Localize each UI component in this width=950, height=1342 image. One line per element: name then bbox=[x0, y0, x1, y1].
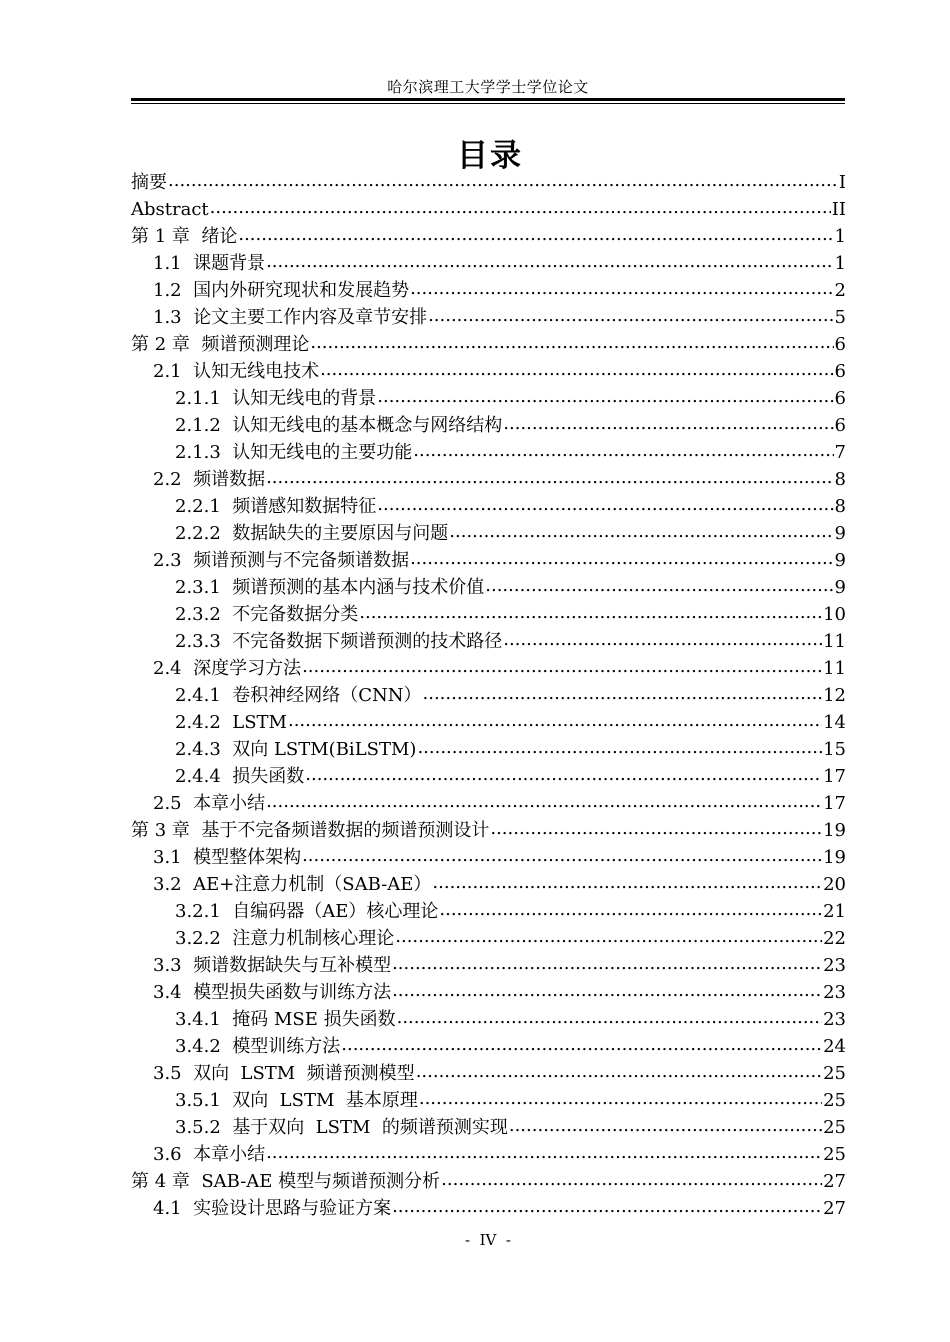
toc-entry[interactable] bbox=[131, 1060, 846, 1087]
toc-entry-title: 第 1 章 绪论 bbox=[131, 226, 238, 247]
toc-entry[interactable] bbox=[131, 439, 846, 466]
running-header: 哈尔滨理工大学学士学位论文 bbox=[387, 78, 589, 96]
toc-dot-leader bbox=[392, 979, 822, 1006]
toc-entry-page: 6 bbox=[834, 388, 846, 409]
toc-dot-leader bbox=[320, 358, 833, 385]
toc-dot-leader bbox=[395, 925, 822, 952]
toc-entry-page: 6 bbox=[834, 361, 846, 382]
toc-dot-leader bbox=[210, 196, 831, 223]
toc-entry-title: 第 4 章 SAB-AE 模型与频谱预测分析 bbox=[131, 1171, 441, 1192]
toc-entry-title: 2.3.3 不完备数据下频谱预测的技术路径 bbox=[175, 631, 503, 652]
toc-entry[interactable] bbox=[131, 871, 846, 898]
toc-entry-title: 2.2 频谱数据 bbox=[153, 469, 266, 490]
toc-dot-leader bbox=[266, 250, 833, 277]
toc-entry[interactable] bbox=[131, 925, 846, 952]
toc-entry[interactable] bbox=[131, 520, 846, 547]
toc-entry[interactable] bbox=[131, 1141, 846, 1168]
toc-entry[interactable] bbox=[131, 817, 846, 844]
toc-entry-page: 9 bbox=[834, 523, 846, 544]
toc-entry[interactable] bbox=[131, 1033, 846, 1060]
toc-entry-page: 8 bbox=[834, 496, 846, 517]
toc-entry-page: 7 bbox=[834, 442, 846, 463]
toc-entry-title: 2.5 本章小结 bbox=[153, 793, 266, 814]
toc-entry[interactable] bbox=[131, 601, 846, 628]
toc-dot-leader bbox=[432, 871, 822, 898]
toc-entry-title: 摘要 bbox=[131, 172, 167, 193]
toc-entry[interactable] bbox=[131, 196, 846, 223]
toc-entry-page: 17 bbox=[823, 793, 846, 814]
toc-entry-page: 23 bbox=[823, 955, 846, 976]
toc-entry-page: 25 bbox=[823, 1144, 846, 1165]
toc-dot-leader bbox=[266, 466, 833, 493]
toc-dot-leader bbox=[266, 1141, 822, 1168]
toc-entry-page: 8 bbox=[834, 469, 846, 490]
toc-entry-page: 12 bbox=[823, 685, 846, 706]
toc-dot-leader bbox=[449, 520, 833, 547]
header-rule-thin bbox=[131, 103, 845, 104]
toc-dot-leader bbox=[397, 1006, 823, 1033]
toc-dot-leader bbox=[419, 1087, 822, 1114]
toc-entry[interactable] bbox=[131, 1006, 846, 1033]
toc-entry-page: 27 bbox=[823, 1198, 846, 1219]
toc-entry-page: 1 bbox=[834, 253, 846, 274]
toc-entry-title: Abstract bbox=[131, 199, 209, 220]
toc-entry-title: 2.2.1 频谱感知数据特征 bbox=[175, 496, 377, 517]
toc-entry-page: 17 bbox=[823, 766, 846, 787]
toc-entry-title: 2.1.2 认知无线电的基本概念与网络结构 bbox=[175, 415, 503, 436]
toc-entry-page: 25 bbox=[823, 1063, 846, 1084]
toc-dot-leader bbox=[423, 682, 823, 709]
toc-entry-title: 第 3 章 基于不完备频谱数据的频谱预测设计 bbox=[131, 820, 490, 841]
page-number: - IV - bbox=[465, 1231, 511, 1249]
toc-dot-leader bbox=[377, 493, 833, 520]
toc-entry-title: 2.1 认知无线电技术 bbox=[153, 361, 320, 382]
toc-entry[interactable] bbox=[131, 790, 846, 817]
toc-entry[interactable] bbox=[131, 655, 846, 682]
toc-dot-leader bbox=[302, 655, 822, 682]
toc-entry-page: 2 bbox=[834, 280, 846, 301]
toc-entry[interactable] bbox=[131, 412, 846, 439]
toc-entry[interactable] bbox=[131, 1114, 846, 1141]
toc-entry-title: 3.5.1 双向 LSTM 基本原理 bbox=[175, 1090, 418, 1111]
toc-entry-title: 2.4.2 LSTM bbox=[175, 712, 287, 733]
toc-entry[interactable] bbox=[131, 358, 846, 385]
toc-entry-title: 2.3.2 不完备数据分类 bbox=[175, 604, 359, 625]
toc-entry[interactable] bbox=[131, 277, 846, 304]
toc-entry-title: 4.1 实验设计思路与验证方案 bbox=[153, 1198, 392, 1219]
toc-entry[interactable] bbox=[131, 1087, 846, 1114]
toc-entry[interactable] bbox=[131, 682, 846, 709]
toc-entry-title: 2.4.3 双向 LSTM(BiLSTM) bbox=[175, 739, 417, 760]
toc-entry[interactable] bbox=[131, 385, 846, 412]
toc-dot-leader bbox=[410, 277, 833, 304]
toc-dot-leader bbox=[441, 1168, 822, 1195]
toc-entry[interactable] bbox=[131, 466, 846, 493]
toc-entry-title: 3.1 模型整体架构 bbox=[153, 847, 302, 868]
toc-entry-page: 25 bbox=[823, 1117, 846, 1138]
toc-entry-page: 23 bbox=[823, 1009, 846, 1030]
toc-dot-leader bbox=[485, 574, 833, 601]
toc-entry-title: 1.2 国内外研究现状和发展趋势 bbox=[153, 280, 410, 301]
toc-entry[interactable] bbox=[131, 979, 846, 1006]
toc-entry-title: 3.5.2 基于双向 LSTM 的频谱预测实现 bbox=[175, 1117, 508, 1138]
toc-entry[interactable] bbox=[131, 844, 846, 871]
toc-dot-leader bbox=[490, 817, 822, 844]
toc-entry[interactable] bbox=[131, 223, 846, 250]
toc-entry-page: 9 bbox=[834, 550, 846, 571]
toc-entry[interactable] bbox=[131, 574, 846, 601]
toc-dot-leader bbox=[392, 1195, 822, 1222]
toc-entry-page: 10 bbox=[823, 604, 846, 625]
toc-entry-page: I bbox=[838, 172, 846, 193]
toc-entry-page: 19 bbox=[823, 847, 846, 868]
toc-entry-title: 2.4 深度学习方法 bbox=[153, 658, 302, 679]
toc-entry-page: 21 bbox=[823, 901, 846, 922]
toc-entry-page: 15 bbox=[823, 739, 846, 760]
toc-entry-page: 11 bbox=[823, 658, 846, 679]
toc-dot-leader bbox=[238, 223, 833, 250]
toc-entry[interactable] bbox=[131, 628, 846, 655]
toc-entry[interactable] bbox=[131, 898, 846, 925]
toc-entry-page: II bbox=[831, 199, 846, 220]
toc-dot-leader bbox=[413, 439, 833, 466]
toc-dot-leader bbox=[417, 736, 822, 763]
toc-entry-page: 11 bbox=[823, 631, 846, 652]
toc-entry-page: 20 bbox=[823, 874, 846, 895]
header-rule-thick bbox=[131, 98, 845, 101]
toc-entry-page: 22 bbox=[823, 928, 846, 949]
toc-dot-leader bbox=[302, 844, 822, 871]
table-of-contents bbox=[131, 169, 846, 1222]
toc-entry-title: 1.1 课题背景 bbox=[153, 253, 266, 274]
toc-dot-leader bbox=[410, 547, 833, 574]
toc-dot-leader bbox=[168, 169, 838, 196]
toc-entry-title: 3.2.1 自编码器（AE）核心理论 bbox=[175, 901, 439, 922]
toc-dot-leader bbox=[288, 709, 822, 736]
toc-entry-title: 3.5 双向 LSTM 频谱预测模型 bbox=[153, 1063, 415, 1084]
toc-entry-title: 3.3 频谱数据缺失与互补模型 bbox=[153, 955, 392, 976]
toc-entry[interactable] bbox=[131, 952, 846, 979]
toc-entry-page: 5 bbox=[834, 307, 846, 328]
toc-entry[interactable] bbox=[131, 493, 846, 520]
toc-entry-title: 2.3.1 频谱预测的基本内涵与技术价值 bbox=[175, 577, 485, 598]
toc-entry-title: 3.2 AE+注意力机制（SAB-AE） bbox=[153, 874, 432, 895]
toc-dot-leader bbox=[305, 763, 822, 790]
toc-entry[interactable] bbox=[131, 304, 846, 331]
toc-entry-title: 3.4.2 模型训练方法 bbox=[175, 1036, 341, 1057]
toc-entry-title: 2.3 频谱预测与不完备频谱数据 bbox=[153, 550, 410, 571]
toc-entry-page: 6 bbox=[834, 334, 846, 355]
toc-dot-leader bbox=[503, 412, 833, 439]
toc-entry-title: 2.4.4 损失函数 bbox=[175, 766, 305, 787]
toc-entry-title: 3.6 本章小结 bbox=[153, 1144, 266, 1165]
toc-dot-leader bbox=[266, 790, 822, 817]
toc-entry[interactable] bbox=[131, 1168, 846, 1195]
toc-entry-title: 1.3 论文主要工作内容及章节安排 bbox=[153, 307, 428, 328]
toc-dot-leader bbox=[428, 304, 833, 331]
toc-entry-title: 2.1.1 认知无线电的背景 bbox=[175, 388, 377, 409]
toc-entry-page: 24 bbox=[823, 1036, 846, 1057]
toc-entry-page: 6 bbox=[834, 415, 846, 436]
toc-entry-title: 2.1.3 认知无线电的主要功能 bbox=[175, 442, 413, 463]
toc-dot-leader bbox=[416, 1060, 822, 1087]
toc-entry[interactable] bbox=[131, 1195, 846, 1222]
toc-entry[interactable] bbox=[131, 547, 846, 574]
toc-entry-page: 1 bbox=[834, 226, 846, 247]
toc-entry[interactable] bbox=[131, 763, 846, 790]
toc-dot-leader bbox=[359, 601, 822, 628]
toc-entry[interactable] bbox=[131, 736, 846, 763]
toc-dot-leader bbox=[503, 628, 822, 655]
toc-entry-title: 2.2.2 数据缺失的主要原因与问题 bbox=[175, 523, 449, 544]
toc-entry-title: 3.2.2 注意力机制核心理论 bbox=[175, 928, 395, 949]
toc-dot-leader bbox=[377, 385, 833, 412]
toc-entry-page: 14 bbox=[823, 712, 846, 733]
toc-entry-title: 3.4.1 掩码 MSE 损失函数 bbox=[175, 1009, 396, 1030]
toc-entry[interactable] bbox=[131, 250, 846, 277]
toc-entry[interactable] bbox=[131, 331, 846, 358]
toc-dot-leader bbox=[341, 1033, 822, 1060]
toc-entry-page: 27 bbox=[823, 1171, 846, 1192]
toc-entry[interactable] bbox=[131, 169, 846, 196]
toc-dot-leader bbox=[392, 952, 822, 979]
toc-dot-leader bbox=[310, 331, 833, 358]
toc-entry[interactable] bbox=[131, 709, 846, 736]
toc-dot-leader bbox=[439, 898, 822, 925]
toc-entry-page: 9 bbox=[834, 577, 846, 598]
toc-entry-page: 19 bbox=[823, 820, 846, 841]
toc-entry-page: 23 bbox=[823, 982, 846, 1003]
toc-entry-page: 25 bbox=[823, 1090, 846, 1111]
toc-dot-leader bbox=[509, 1114, 822, 1141]
toc-entry-title: 2.4.1 卷积神经网络（CNN） bbox=[175, 685, 422, 706]
toc-entry-title: 3.4 模型损失函数与训练方法 bbox=[153, 982, 392, 1003]
toc-entry-title: 第 2 章 频谱预测理论 bbox=[131, 334, 310, 355]
toc-title: 目录 bbox=[457, 138, 523, 174]
